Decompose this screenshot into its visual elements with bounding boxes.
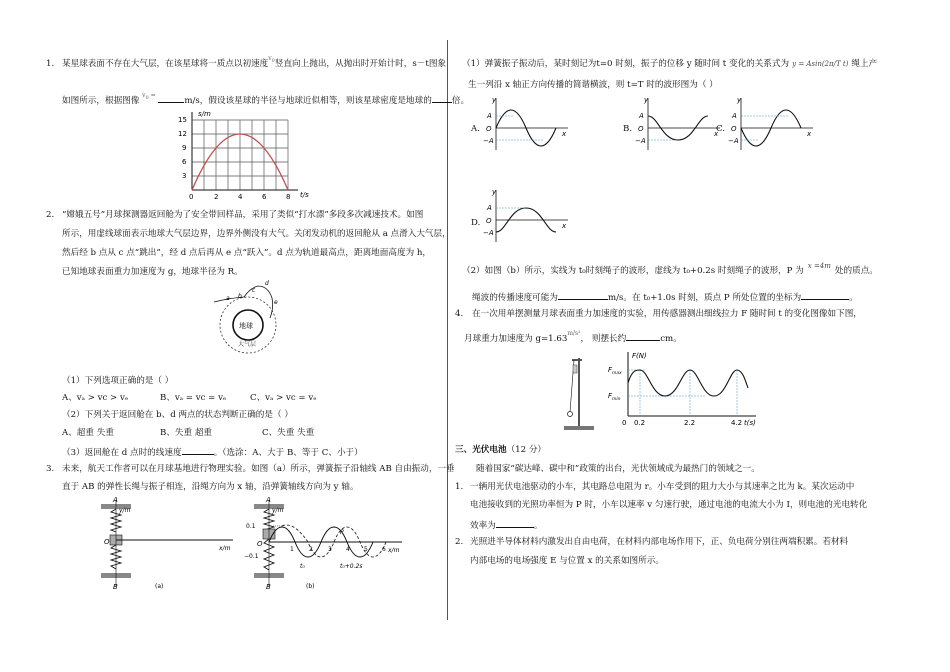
svg-text:−A: −A — [483, 229, 494, 237]
atmosphere-label: 大气层 — [238, 341, 257, 348]
caption-b: (b) — [306, 583, 315, 590]
q2-s2-option-c[interactable]: C、失重 失重 — [262, 428, 315, 438]
q4-xtick: 2.2 — [684, 419, 696, 427]
option-d-label[interactable]: D. — [471, 218, 481, 228]
dashed-wave — [282, 525, 386, 557]
wave-formula: y = Asin(2π/T t) — [792, 60, 849, 68]
point-e-label: e — [274, 299, 278, 306]
svg-text:y: y — [492, 188, 497, 196]
svg-text:−A: −A — [728, 137, 739, 145]
svg-text:x: x — [562, 222, 567, 230]
option-a-graph[interactable] — [482, 94, 572, 154]
q1-ytick: 9 — [182, 144, 187, 152]
pendulum-length-blank[interactable] — [626, 332, 660, 341]
label-y: y/m — [272, 507, 284, 514]
q1-ytick: 3 — [182, 172, 187, 180]
option-b-graph[interactable] — [634, 94, 724, 154]
p1-number: 1. — [455, 482, 464, 492]
label-t0: t₀ — [300, 563, 305, 570]
svg-text:x: x — [714, 130, 719, 138]
x-tick: 1 — [290, 546, 294, 553]
q1-ytick: 15 — [178, 116, 187, 124]
fmax-label: $F_{max}$ — [608, 366, 622, 376]
stand-base — [564, 426, 594, 430]
earth-label: 地球 — [239, 322, 253, 330]
p1-line3: 效率为 。 — [470, 521, 543, 531]
x-tick: 2 — [309, 546, 313, 553]
q3-figure-a — [95, 496, 245, 592]
svg-text:O: O — [486, 217, 492, 225]
label-B: B — [113, 583, 118, 591]
q2-s2-option-a[interactable]: A、超重 失重 — [62, 428, 114, 438]
r-line2: 生一列沿 x 轴正方向传播的简谐横波，则 t=T 时的波形图为（ ） — [468, 80, 718, 90]
q4-xlabel: t(s) — [744, 419, 756, 427]
point-a-label: a — [226, 295, 230, 302]
svg-text:A: A — [487, 112, 492, 120]
q2-sub1: （1）下列选项正确的是（ ） — [62, 376, 174, 386]
label-B: B — [266, 583, 271, 591]
option-a-label[interactable]: A. — [471, 124, 480, 134]
q2-orbit-diagram — [210, 278, 290, 354]
caption-a: (a) — [155, 583, 164, 590]
x-tick: 5 — [364, 546, 368, 553]
option-c-graph[interactable] — [727, 94, 817, 154]
svg-text:O: O — [486, 125, 492, 133]
x-tick: 3 — [328, 546, 332, 553]
label-x: x/m — [388, 547, 400, 554]
q2-number: 2. — [46, 210, 55, 220]
q2-s2-option-b[interactable]: B、失重 超重 — [160, 428, 213, 438]
q1-xtick: 4 — [238, 193, 243, 201]
svg-text:A: A — [487, 204, 492, 212]
q1-blank-density[interactable] — [432, 94, 452, 103]
p1-line1: 一辆用光伏电池驱动的小车，其电路总电阻为 r。小车受到的阻力大小与其速率之比为 k。某次运动中 — [470, 482, 855, 492]
point-b-label: b — [238, 293, 242, 300]
svg-text:y: y — [492, 96, 497, 104]
r-line3: （2）如图（b）所示，实线为 t₀时刻绳子的波形，虚线为 t₀+0.2s 时刻绳子的波形，P 为 $^{x =4m}$ 处的质点。 — [462, 262, 878, 276]
q1-line2: 如图所示，根据图像 $^{v_0 =}$ m/s，假设该星球的半径与地球近似相等，则该星球密度是地球的 倍。 — [62, 92, 470, 106]
q3-line1: 未来，航天工作者可以在月球基地进行物理实验。如图（a）所示，弹簧振子沿轴线 AB 自由振动，一垂 — [62, 464, 455, 474]
option-c-label[interactable]: C. — [716, 124, 726, 134]
section-3-header: 三、光伏电池（12 分） — [455, 445, 547, 455]
q1-ylabel: s/m — [198, 110, 211, 118]
option-b-label[interactable]: B. — [623, 124, 633, 134]
q1-st-chart — [170, 108, 330, 202]
svg-text:y: y — [737, 96, 742, 104]
q4-xtick: 0 — [622, 419, 627, 427]
svg-text:A: A — [732, 112, 737, 120]
q2-s1-option-b[interactable]: B、vₐ = vc = vₑ — [160, 393, 227, 403]
x-tick: 4 — [346, 546, 350, 553]
r-line1: （1）弹簧振子振动后，某时刻记为t=0 时刻，振子的位移 y 随时间 t 变化的关系式为 y = Asin(2π/T t) 绳上产 — [462, 59, 878, 69]
q4-xtick: 4.2 — [731, 419, 743, 427]
point-c-label: c — [252, 287, 256, 294]
q1-xtick: 0 — [189, 193, 194, 201]
q4-number: 4. — [455, 309, 464, 319]
p1-line2: 电池接收到的光照功率恒为 P 时，小车以速率 v 匀速行驶，通过电池的电流大小为 I，则电池的光电转化 — [470, 500, 868, 510]
x-tick: 6 — [382, 546, 386, 553]
q4-line2: 月球重力加速度为 $g=1.63^{m/s^2}$， 则摆长约 cm。 — [464, 330, 682, 344]
label-O: O — [257, 540, 263, 548]
label-0.1: 0.1 — [246, 523, 256, 530]
q3-number: 3. — [46, 464, 55, 474]
force-curve — [628, 370, 748, 396]
fmin-label: $F_{min}$ — [608, 392, 621, 402]
p-coordinate-blank[interactable] — [801, 291, 849, 300]
q1-grid — [192, 120, 288, 190]
q2-sub2: （2）下列关于返回舱在 b、d 两点的状态判断正确的是（ ） — [62, 410, 293, 420]
q3-figure-b — [242, 496, 412, 592]
option-d-graph[interactable] — [482, 186, 572, 246]
svg-text:x: x — [807, 130, 812, 138]
label-O: O — [104, 538, 110, 546]
wave-speed-blank[interactable] — [558, 291, 608, 300]
q4-line1: 在一次用单摆测量月球表面重力加速度的实验，用传感器测出细线拉力 F 随时间 t 的变化图像如下图， — [472, 309, 862, 319]
label-A: A — [113, 496, 118, 504]
q2-line3: 然后经 b 点从 c 点“跳出”，经 d 点后再从 e 点“跃入”。d 点为轨道最高点，距离地面高度为 h， — [62, 248, 432, 258]
efficiency-blank[interactable] — [496, 519, 534, 528]
label-x: x/m — [219, 545, 231, 552]
label-y: y/m — [119, 507, 131, 514]
q1-line1: 某星球表面不存在大气层，在该星球将一质点以初速度$^{v_0}$竖直向上抛出，从抛出时开始计时，s－t图象 — [62, 55, 447, 69]
q1-xlabel: t/s — [300, 191, 309, 199]
svg-text:−A: −A — [483, 137, 494, 145]
svg-text:y: y — [644, 96, 649, 104]
q1-xtick: 2 — [214, 193, 219, 201]
svg-text:x: x — [562, 130, 567, 138]
q1-blank-v0[interactable] — [158, 94, 184, 103]
p2-number: 2. — [455, 537, 464, 547]
q2-line1: “嫦娥五号”月球探测器返回舱为了安全带回样品，采用了类似“打水漂”多段多次减速技术。如图 — [62, 210, 424, 220]
svg-text:O: O — [638, 125, 644, 133]
label-A: A — [266, 496, 271, 504]
q2-line2: 所示，用虚线球面表示地球大气层边界，边界外侧没有大气。关闭发动机的返回舱从 a 点滑入大气层， — [62, 229, 451, 239]
svg-text:A: A — [639, 112, 644, 120]
section-3-intro: 随着国家“碳达峰、碳中和”政策的出台，光伏领域成为最热门的领域之一。 — [476, 464, 760, 474]
q2-blank-speed[interactable] — [182, 446, 214, 455]
q4-ylabel: F(N) — [632, 352, 647, 360]
label-P: P — [340, 529, 344, 536]
pendulum-bob — [568, 412, 573, 417]
q2-sub3: （3）返回舱在 d 点时的线速度 。（选涂：A、大于 B、等于 C、小于） — [62, 448, 363, 458]
force-sensor — [573, 365, 577, 373]
q1-xtick: 8 — [286, 193, 291, 201]
svg-text:O: O — [731, 125, 737, 133]
q1-ytick: 12 — [178, 130, 187, 138]
q1-number: 1. — [46, 59, 55, 69]
q2-s1-option-c[interactable]: C、vₐ > vc = vₑ — [250, 393, 317, 403]
p2-line2: 内部电场的电场强度 E 与位置 x 的关系如图所示。 — [470, 556, 664, 566]
q4-ft-chart — [606, 348, 766, 430]
point-d-label: d — [265, 280, 269, 287]
q4-xtick: 0.2 — [634, 419, 646, 427]
q2-line4: 已知地球表面重力加速度为 g，地球半径为 R。 — [62, 267, 243, 277]
p2-line1: 光照进半导体材料内激发出自由电荷，在材料内部电场作用下，正、负电荷分别往两端积累。若材料 — [470, 537, 849, 547]
column-divider — [447, 40, 448, 620]
label-t0-plus: t₀+0.2s — [340, 563, 363, 570]
svg-text:−A: −A — [635, 137, 646, 145]
q1-xtick: 6 — [262, 193, 267, 201]
q2-s1-option-a[interactable]: A、vₐ > vc > vₑ — [62, 393, 129, 403]
q1-ytick: 6 — [182, 158, 187, 166]
label-neg-0.1: −0.1 — [244, 553, 259, 560]
q3-line2: 直于 AB 的弹性长绳与振子相连，沿绳方向为 x 轴，沿弹簧轴线方向为 y 轴。 — [62, 482, 359, 492]
r-line4: 绳波的传播速度可能为 m/s。在 t₀+1.0s 时刻，质点 P 所处位置的坐标为 。 — [472, 293, 858, 303]
